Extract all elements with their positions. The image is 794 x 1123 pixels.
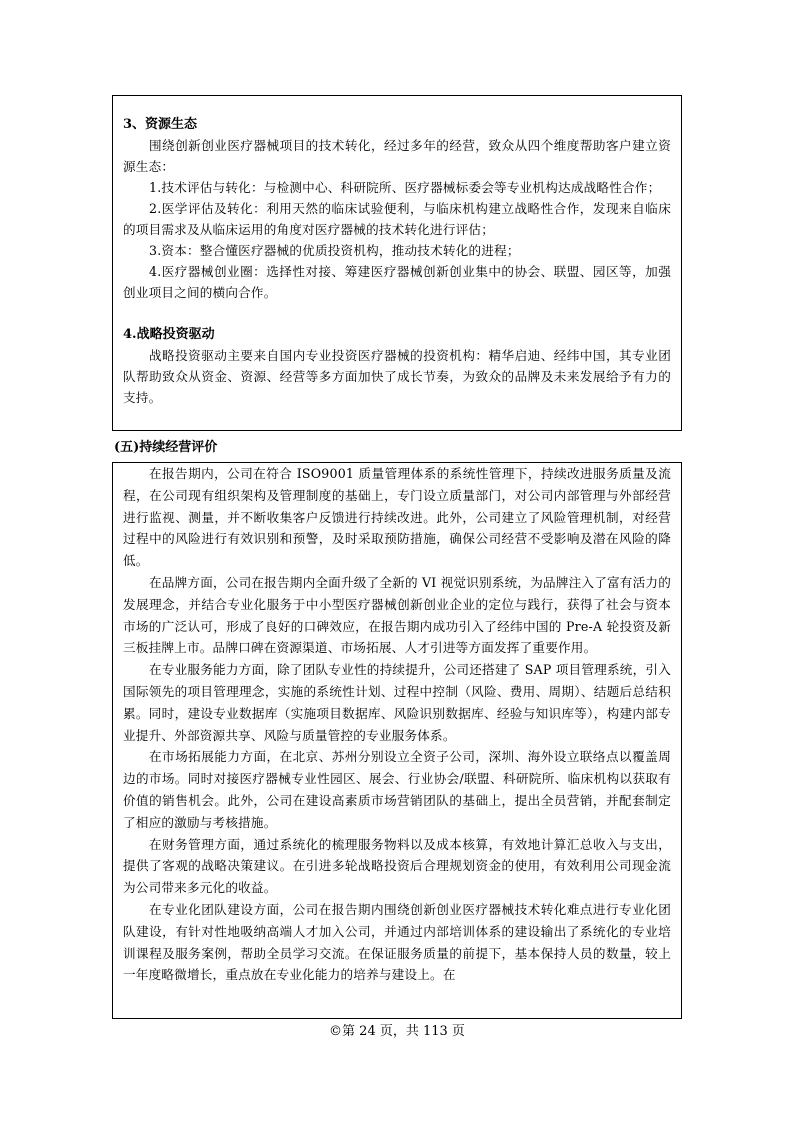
paragraph-item-2: 2.医学评估及转化：利用天然的临床试验便利，与临床机构建立战略性合作，发现来自临床的项目需求及从临床运用的角度对医疗器械的技术转化进行评估；: [123, 201, 671, 237]
section-title-continuing-operations: (五)持续经营评价: [114, 440, 218, 455]
continuing-operations-box: [112, 462, 682, 1019]
paragraph-item-1: 1.技术评估与转化：与检测中心、科研院所、医疗器械标委会等专业机构达成战略性合作；: [149, 180, 661, 195]
heading-strategic-investment: 4.战略投资驱动: [123, 327, 215, 342]
paragraph-service: 在专业服务能力方面，除了团队专业性的持续提升，公司还搭建了 SAP 项目管理系统，引入国际领先的项目管理理念，实施的系统性计划、过程中控制（风险、费用、周期）、结题后总结积累。同时，建设专业数据库（实施项目数据库、风险识别数据库、经验与知识库等），构建内部专业提升、外部资源共享、风险与质量管控的专业服务体系。: [123, 662, 671, 743]
spacer: [123, 303, 671, 324]
paragraph-item-3: 3.资本：整合懂医疗器械的优质投资机构，推动技术转化的进程；: [149, 243, 520, 258]
paragraph-finance: 在财务管理方面，通过系统化的梳理服务物料以及成本核算，有效地计算汇总收入与支出，提供了客观的战略决策建议。在引进多轮战略投资后合理规划资金的使用，有效利用公司现金流为公司带来多元化的收益。: [123, 836, 671, 896]
resource-ecosystem-box: [112, 95, 682, 431]
paragraph-brand: 在品牌方面，公司在报告期内全面升级了全新的 VI 视觉识别系统，为品牌注入了富有活力的发展理念，并结合专业化服务于中小型医疗器械创新创业企业的定位与践行，获得了社会与资本市场的广泛认可，形成了良好的口碑效应，在报告期内成功引入了经纬中国的 Pre-A 轮投资及新三板挂牌上市。品牌口碑在资源渠道、市场拓展、人才引进等方面发挥了重要作用。: [123, 574, 671, 656]
paragraph-quality: 在报告期内，公司在符合 ISO9001 质量管理体系的系统性管理下，持续改进服务质量及流程，在公司现有组织架构及管理制度的基础上，专门设立质量部门，对公司内部管理与外部经营进行监视、测量，并不断收集客户反馈进行持续改进。此外，公司建立了风险管理机制，对经营过程中的风险进行有效识别和预警，及时采取预防措施，确保公司经营不受影响及潜在风险的降低。: [123, 466, 671, 569]
paragraph-strategy: 战略投资驱动主要来自国内专业投资医疗器械的投资机构：精华启迪、经纬中国，其专业团队帮助致众从资金、资源、经营等多方面加快了成长节奏，为致众的品牌及未来发展给予有力的支持。: [123, 348, 671, 405]
paragraph-market: 在市场拓展能力方面，在北京、苏州分别设立全资子公司，深圳、海外设立联络点以覆盖周边的市场。同时对接医疗器械专业性园区、展会、行业协会/联盟、科研院所、临床机构以获取有价值的销售机会。此外，公司在建设高素质市场营销团队的基础上，提出全员营销，并配套制定了相应的激励与考核措施。: [123, 749, 671, 830]
paragraph-team: 在专业化团队建设方面，公司在报告期内围绕创新创业医疗器械技术转化难点进行专业化团队建设，有针对性地吸纳高端人才加入公司，并通过内部培训体系的建设输出了系统化的专业培训课程及服务案例，帮助全员学习交流。在保证服务质量的前提下，基本保持人员的数量，较上一年度略微增长，重点放在专业化能力的培养与建设上。在: [123, 901, 671, 983]
paragraph-item-4: 4.医疗器械创业圈：选择性对接、筹建医疗器械创新创业集中的协会、联盟、园区等，加强创业项目之间的横向合作。: [123, 264, 671, 300]
paragraph-intro: 围绕创新创业医疗器械项目的技术转化，经过多年的经营，致众从四个维度帮助客户建立资源生态：: [123, 138, 671, 174]
page-footer: ©第 24 页，共 113 页: [329, 1024, 465, 1039]
heading-resource-ecosystem: 3、资源生态: [123, 117, 198, 132]
